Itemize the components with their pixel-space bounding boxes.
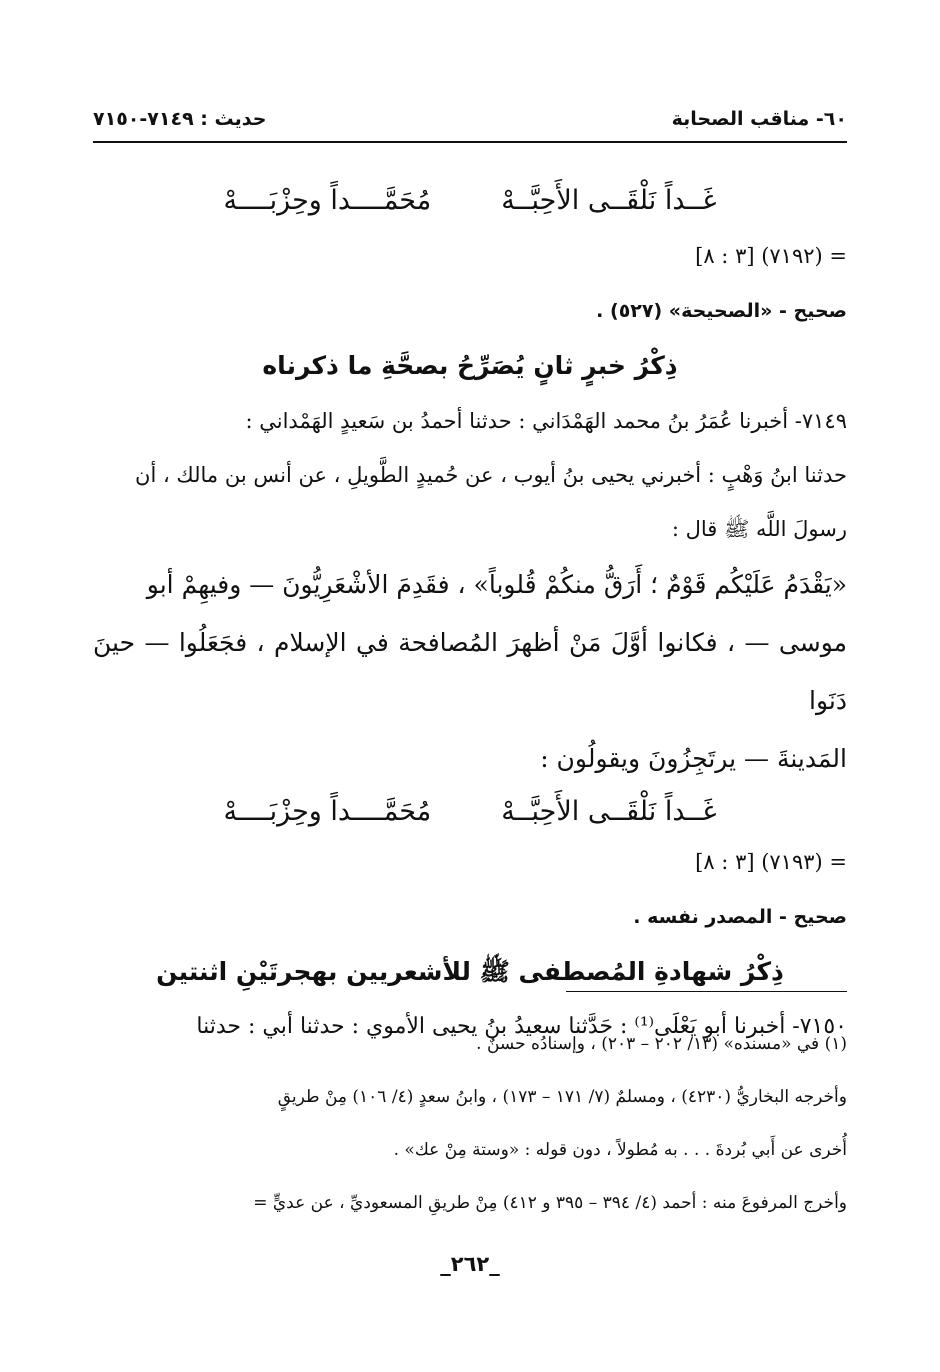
- matn-line: «يَقْدَمُ عَلَيْكُم قَوْمٌ ؛ أَرَقُّ منكُمْ قُلوباً» ، فقَدِمَ الأشْعَرِيُّونَ — وفيهِمْ أبو: [146, 570, 847, 599]
- footnote-line: وأخرجه البخاريُّ (٤٢٣٠) ، ومسلمٌ (٧/ ١٧١ – ١٧٣) ، وابنُ سعدٍ (٤/ ١٠٦) مِنْ طريقٍ: [277, 1087, 847, 1107]
- isnad-line: حدثنا ابنُ وَهْبٍ : أخبرني يحيى بنُ أيوب ، عن حُميدٍ الطَّويلِ ، عن أنس بن مالك ، أن: [135, 463, 847, 487]
- verse-couplet-1: [93, 172, 847, 228]
- footnote-line: وأخرج المرفوعَ منه : أحمد (٤/ ٣٩٤ – ٣٩٥ و ٤١٢) مِنْ طريقِ المسعوديِّ ، عن عديٍّ =: [253, 1193, 847, 1213]
- matn-line: موسى — ، فكانوا أوَّلَ مَنْ أظهرَ المُصافحة في الإسلام ، فجَعَلُوا — حينَ دَنَوا: [93, 628, 847, 715]
- hadith-7149-matn: [93, 556, 847, 788]
- header-hadith-range: حديث : ٧١٤٩-٧١٥٠: [93, 108, 267, 130]
- page-number: _٢٦٢_: [440, 1252, 500, 1276]
- section-heading-2: ذِكْرُ شهادةِ المُصطفى ﷺ للأشعريين بهجرتَيْنِ اثنتين: [156, 957, 784, 986]
- isnad-line: ٧١٤٩- أخبرنا عُمَرُ بنُ محمد الهَمْدَاني : حدثنا أحمدُ بن سَعيدٍ الهَمْداني :: [245, 409, 847, 433]
- matn-line: المَدينةَ — يرتَجِزُونَ ويقولُون :: [540, 744, 847, 773]
- section-heading-1: ذِكْرُ خبرٍ ثانٍ يُصَرِّحُ بصحَّةِ ما ذكرناه: [262, 351, 678, 380]
- hadith-7150-isnad: ٧١٥٠- أخبرنا أبو يَعْلَى⁽¹⁾ : حَدَّثنا سعيدُ بنُ يحيى الأموي : حدثنا أبي : حدثنا: [196, 1014, 847, 1039]
- grading-2: صحيح - المصدر نفسه .: [633, 906, 847, 928]
- verse-2-second-hemistich: مُحَمَّــــداً وحِزْبَــــهْ: [223, 795, 432, 827]
- page-body: [93, 172, 847, 1054]
- header-divider: [93, 141, 847, 143]
- cross-reference-2: = (٧١٩٣) [٣ : ٨]: [695, 850, 847, 874]
- verse-1-second-hemistich: مُحَمَّــــداً وحِزْبَــــهْ: [223, 184, 432, 216]
- grading-1: صحيح - «الصحيحة» (٥٢٧) .: [596, 300, 847, 322]
- footnote-line: (١) في «مسنده» (١٣/ ٢٠٢ – ٢٠٣) ، وإسنادُه حسنٌ .: [476, 1034, 847, 1054]
- cross-reference-1: = (٧١٩٢) [٣ : ٨]: [695, 244, 847, 268]
- footnote-divider: [566, 991, 847, 992]
- header-chapter-title: ٦٠- مناقب الصحابة: [671, 108, 847, 130]
- footnotes: [93, 1018, 847, 1230]
- verse-1-first-hemistich: غَــداً نَلْقَــى الأَحِبَّــهْ: [501, 184, 717, 216]
- hadith-7149-isnad: [93, 394, 847, 556]
- verse-couplet-2: [93, 788, 847, 834]
- running-header: [93, 104, 847, 134]
- footnote-line: أُخرى عن أَبي بُردةَ . . . به مُطولاً ، دون قوله : «وستة مِنْ عك» .: [393, 1140, 847, 1160]
- isnad-line: رسولَ اللَّه ﷺ قال :: [671, 517, 847, 541]
- verse-2-first-hemistich: غَــداً نَلْقَــى الأَحِبَّــهْ: [501, 795, 717, 827]
